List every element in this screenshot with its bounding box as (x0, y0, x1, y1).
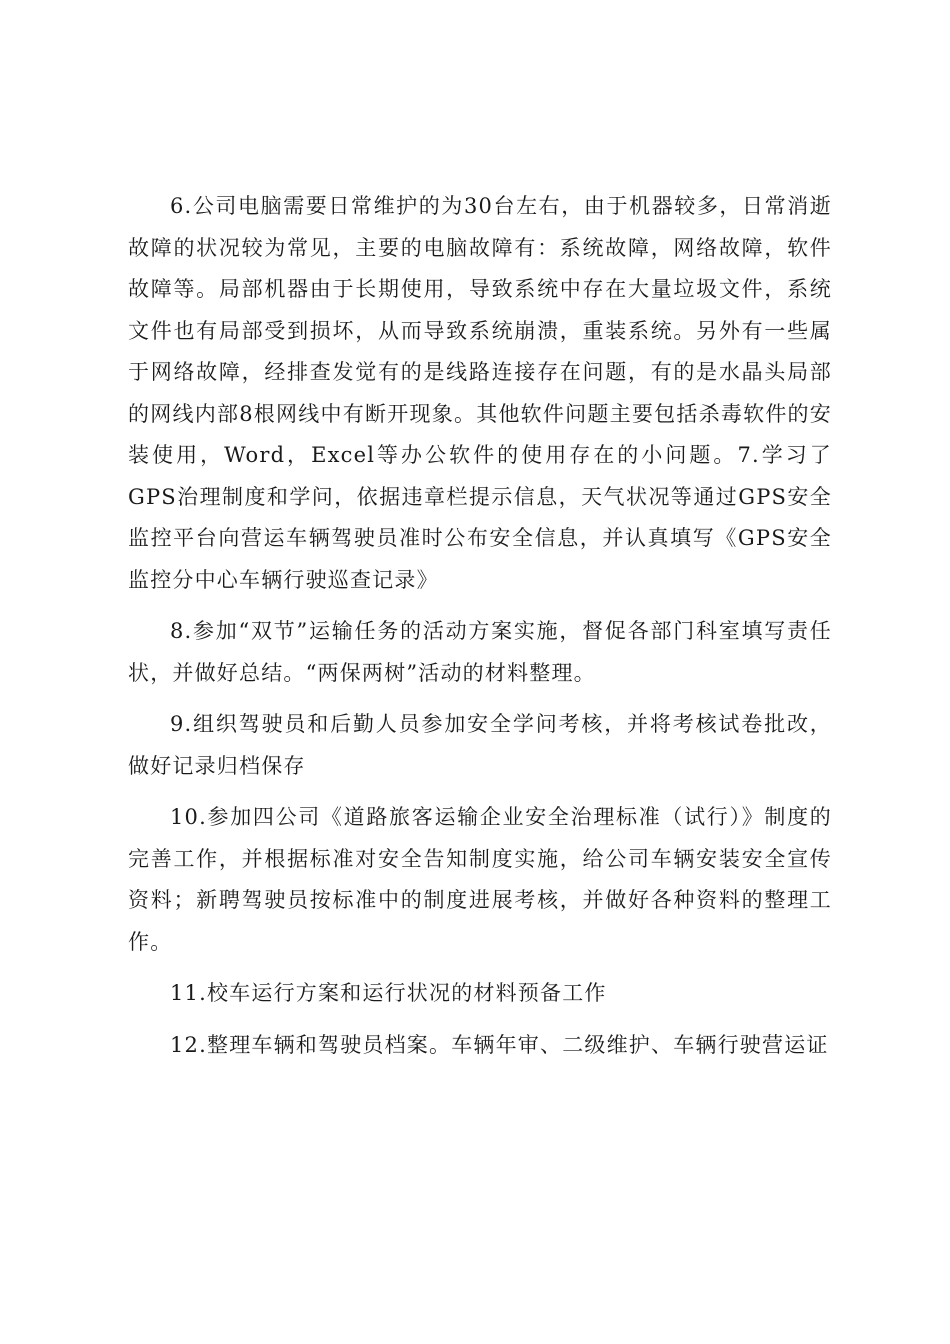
paragraph-item-12: 12.整理车辆和驾驶员档案。车辆年审、二级维护、车辆行驶营运证 (170, 1032, 829, 1057)
paragraph-item-9: 9.组织驾驶员和后勤人员参加安全学问考核，并将考核试卷批改，做好记录归档保存 (128, 712, 832, 778)
paragraph-item-8: 8.参加“双节”运输任务的活动方案实施，督促各部门科室填写责任状，并做好总结。“两保两树”活动的材料整理。 (128, 619, 832, 685)
paragraph-item-10: 10.参加四公司《道路旅客运输企业安全治理标准（试行）》制度的完善工作，并根据标准对安全告知制度实施，给公司车辆安装安全宣传资料；新聘驾驶员按标准中的制度进展考核，并做好各种资料的整理工作。 (128, 805, 832, 954)
paragraph-item-11: 11.校车运行方案和运行状况的材料预备工作 (170, 981, 607, 1005)
document-body (128, 186, 832, 1076)
paragraph-item-6-7: 6.公司电脑需要日常维护的为30台左右，由于机器较多，日常消逝故障的状况较为常见，主要的电脑故障有：系统故障，网络故障，软件故障等。局部机器由于长期使用，导致系统中存在大量垃圾文件，系统文件也有局部受到损坏，从而导致系统崩溃，重装系统。另外有一些属于网络故障，经排查发觉有的是线路连接存在问题，有的是水晶头局部的网线内部8根网线中有断开现象。其他软件问题主要包括杀毒软件的安装使用，Word，Excel等办公软件的使用存在的小问题。7.学习了GPS治理制度和学问，依据违章栏提示信息，天气状况等通过GPS安全监控平台向营运车辆驾驶员准时公布安全信息，并认真填写《GPS安全监控分中心车辆行驶巡查记录》 (128, 194, 832, 592)
